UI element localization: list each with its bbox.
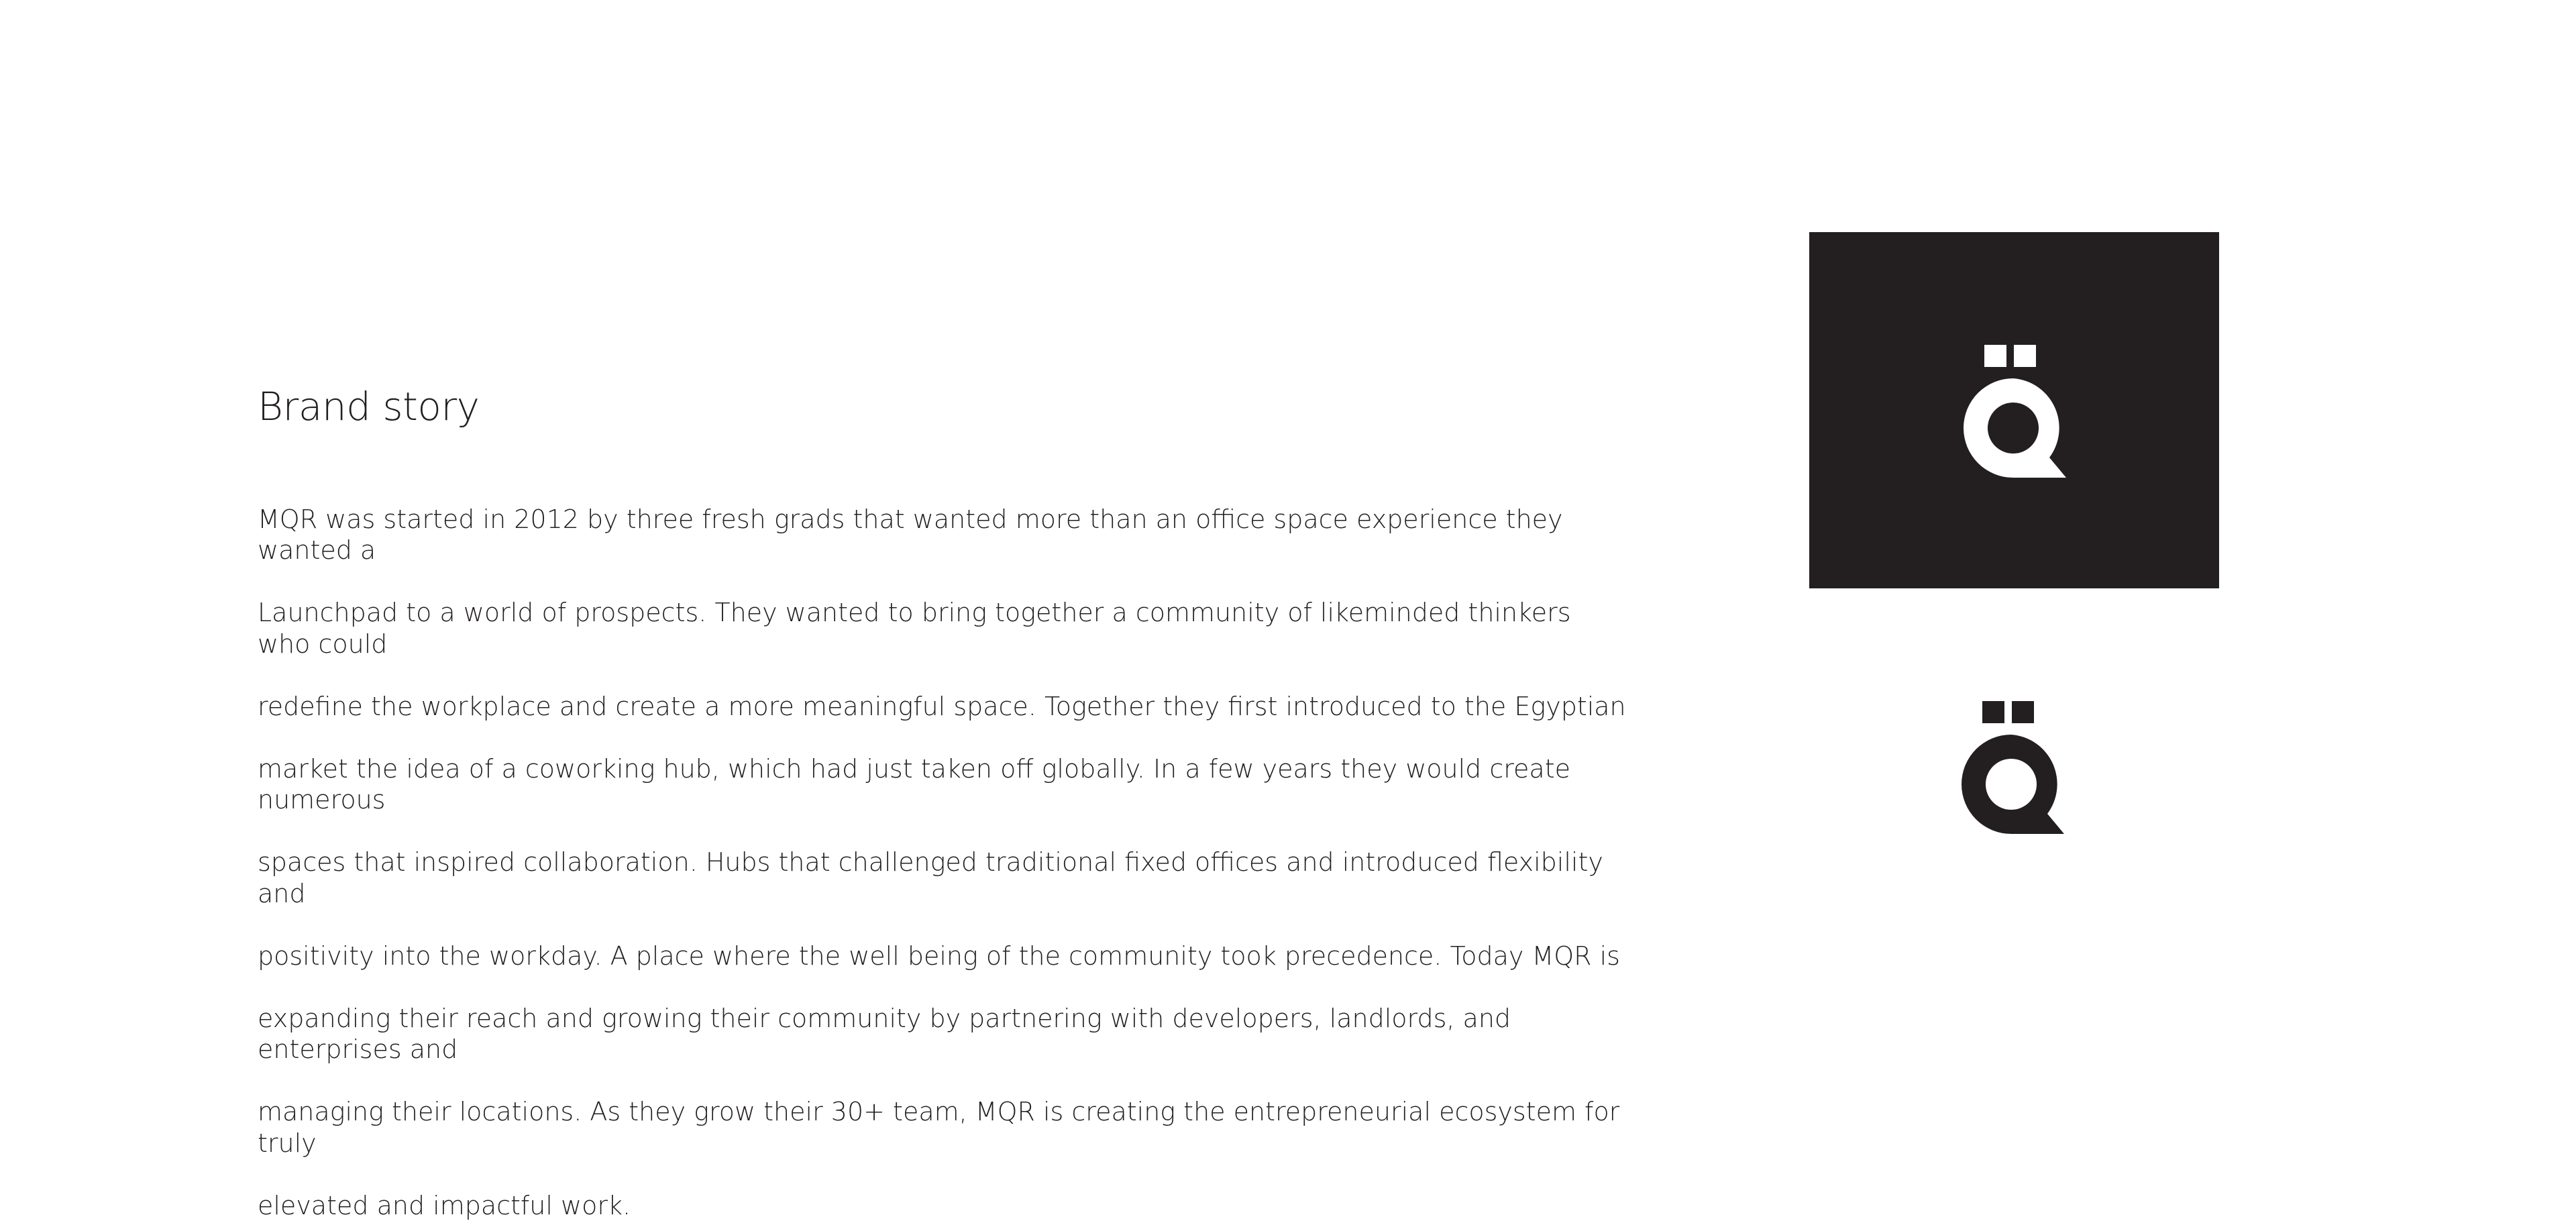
story-line: expanding their reach and growing their community by partnering with developers, landlords, and enterprises and: [258, 1003, 1511, 1064]
story-line: positivity into the workday. A place where the well being of the community took precedence. Today MQR is: [258, 941, 1620, 971]
story-line: MQR was started in 2012 by three fresh grads that wanted more than an office space experience they wanted a: [258, 504, 1563, 565]
story-line: managing their locations. As they grow their 30+ team, MQR is creating the entrepreneurial ecosystem for truly: [258, 1097, 1620, 1158]
story-line: spaces that inspired collaboration. Hubs that challenged traditional fixed offices and introduced flexibility and: [258, 847, 1603, 908]
logo-dark-panel: [1809, 232, 2219, 588]
story-line: market the idea of a coworking hub, which had just taken off globally. In a few years they would create numerous: [258, 753, 1570, 814]
story-line: elevated and impactful work.: [258, 1190, 631, 1220]
section-heading: Brand story: [258, 384, 480, 429]
brand-story-section: [258, 382, 1626, 1221]
q-umlaut-logo-icon: [1962, 345, 2066, 479]
q-umlaut-logo-icon: [1960, 701, 2064, 835]
story-line: redefine the workplace and create a more meaningful space. Together they first introduced to the Egyptian: [258, 691, 1626, 721]
brand-story-paragraph: [258, 472, 1626, 1221]
story-line: Launchpad to a world of prospects. They wanted to bring together a community of likeminded thinkers who could: [258, 598, 1571, 659]
